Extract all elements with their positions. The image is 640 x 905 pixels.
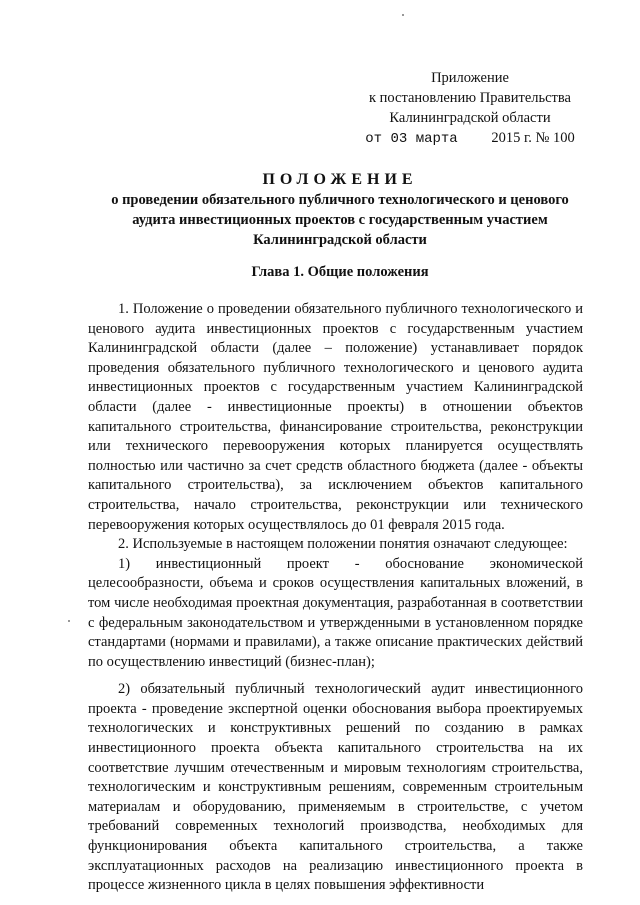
appendix-block <box>350 68 590 149</box>
scan-speck <box>402 14 404 16</box>
paragraph: 1) инвестиционный проект - обоснование экономической целесообразности, объема и сроков осуществления капитальных вложений, в том числе необходимая проектная документация, разработанная в соответствии с федеральным законодательством и утвержденными в установленном порядке стандартами (нормами и правилами), а также описание практических действий по осуществлению инвестиций (бизнес-план); <box>88 555 583 670</box>
title-subtitle-line: Калининградской области <box>253 232 427 248</box>
title-heading: ПОЛОЖЕНИЕ <box>262 171 418 188</box>
appendix-date <box>350 128 590 149</box>
paragraph: 2) обязательный публичный технологический аудит инвестиционного проекта - проведение экспертной оценки обоснования выбора проектируемых технологических и конструктивных решений по созданию в рамках инвестиционного проекта объекта капитального строительства на их соответствие лучшим отечественным и мировым технологиям строительства, технологическим и конструктивным решениям, современным строительным материалам и оборудованию, применяемым в строительстве, с учетом требований современных технологий производства, необходимых для функционирования объекта капитального строительства, а также эксплуатационных расходов на реализацию инвестиционного проекта в процессе жизненного цикла в целях повышения эффективности <box>88 681 583 894</box>
title-subtitle-line: аудита инвестиционных проектов с государственным участием <box>132 212 548 228</box>
scan-speck <box>68 620 70 622</box>
chapter-heading: Глава 1. Общие положения <box>251 264 429 280</box>
appendix-date-day: от 03 марта <box>365 131 458 147</box>
title-subtitle-line: о проведении обязательного публичного технологического и ценового <box>111 192 569 208</box>
appendix-reference: к постановлению Правительства <box>369 90 571 106</box>
paragraph: 2. Используемые в настоящем положении понятия означают следующее: <box>118 536 568 553</box>
appendix-region: Калининградской области <box>389 110 551 126</box>
paragraph: 1. Положение о проведении обязательного публичного технологического и ценового аудита инвестиционных проектов с государственным участием Калининградской области (далее – положение) устанавливает порядок проведения обязательного публичного технологического и ценового аудита инвестиционных проектов с государственным участием Калининградской области (далее - инвестиционные проекты) в отношении объектов капитального строительства, финансирование строительства, реконструкции или технического перевооружения которых планируется осуществлять полностью или частично за счет средств областного бюджета (далее - объекты капитального строительства), за исключением объектов капитального строительства, начало строительства, реконструкции или технического перевооружения которых осуществлялось до 01 февраля 2015 года. <box>88 301 583 533</box>
document-title <box>80 170 600 250</box>
appendix-label: Приложение <box>431 70 509 86</box>
appendix-date-number: 2015 г. № 100 <box>491 130 575 146</box>
document-body <box>88 300 583 896</box>
